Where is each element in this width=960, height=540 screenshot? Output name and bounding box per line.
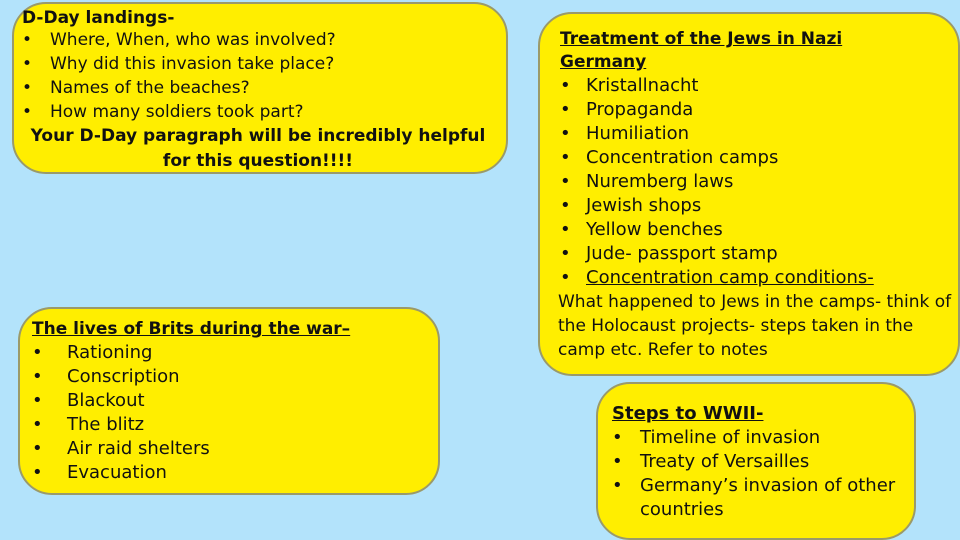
jews-heading: Treatment of the Jews in Nazi Germany xyxy=(560,29,843,72)
bullet-icon: • xyxy=(560,123,571,144)
bullet-icon: • xyxy=(32,390,43,411)
wwii-heading: Steps to WWII- xyxy=(612,403,764,424)
dday-heading: D-Day landings- xyxy=(22,8,175,28)
list-item: • Jude- passport stamp xyxy=(560,243,778,264)
list-item: • Yellow benches xyxy=(560,219,723,240)
list-item: • Names of the beaches? xyxy=(22,78,250,98)
bullet-icon: • xyxy=(612,475,623,496)
dday-list xyxy=(22,28,506,124)
list-item: • Where, When, who was involved? xyxy=(22,30,336,50)
jews-note: What happened to Jews in the camps- think of the Holocaust projects- steps taken in the camp etc. Refer to notes xyxy=(558,292,952,360)
bullet-icon: • xyxy=(22,54,33,74)
list-item: • How many soldiers took part? xyxy=(22,102,304,122)
dday-note: Your D-Day paragraph will be incredibly helpful for this question!!!! xyxy=(30,126,486,171)
bullet-icon: • xyxy=(560,147,571,168)
bullet-icon: • xyxy=(22,102,33,122)
list-item: • Air raid shelters xyxy=(32,438,210,459)
bullet-icon: • xyxy=(22,30,33,50)
bullet-icon: • xyxy=(612,427,623,448)
bullet-icon: • xyxy=(32,462,43,483)
bullet-icon: • xyxy=(32,366,43,387)
list-item: • Blackout xyxy=(32,390,145,411)
bullet-icon: • xyxy=(32,438,43,459)
list-item: • Propaganda xyxy=(560,99,694,120)
bullet-icon: • xyxy=(560,171,571,192)
list-item: • Rationing xyxy=(32,342,153,363)
list-item: • Timeline of invasion xyxy=(612,427,821,448)
wwii-list xyxy=(612,426,914,522)
list-item: • Jewish shops xyxy=(560,195,702,216)
bullet-icon: • xyxy=(32,342,43,363)
jews-list xyxy=(560,74,958,290)
list-item: • Concentration camp conditions- xyxy=(560,267,874,288)
bullet-icon: • xyxy=(560,195,571,216)
bullet-icon: • xyxy=(560,243,571,264)
bullet-icon: • xyxy=(612,451,623,472)
list-item: • The blitz xyxy=(32,414,145,435)
list-item: • Humiliation xyxy=(560,123,689,144)
bullet-icon: • xyxy=(22,78,33,98)
bullet-icon: • xyxy=(32,414,43,435)
brits-box xyxy=(18,307,440,495)
wwii-steps-box xyxy=(596,382,916,540)
list-item: • Treaty of Versailles xyxy=(612,451,810,472)
brits-heading: The lives of Brits during the war– xyxy=(32,319,351,339)
jews-treatment-box xyxy=(538,12,960,376)
list-item: • Nuremberg laws xyxy=(560,171,734,192)
list-item: • Conscription xyxy=(32,366,180,387)
bullet-icon: • xyxy=(560,99,571,120)
bullet-icon: • xyxy=(560,267,571,288)
list-item: • Concentration camps xyxy=(560,147,779,168)
bullet-icon: • xyxy=(560,219,571,240)
list-item: • Kristallnacht xyxy=(560,75,699,96)
list-item: • Why did this invasion take place? xyxy=(22,54,335,74)
dday-box xyxy=(12,2,508,174)
list-item: • Germany’s invasion of other countries xyxy=(612,475,896,520)
list-item: • Evacuation xyxy=(32,462,167,483)
brits-list xyxy=(32,341,438,485)
bullet-icon: • xyxy=(560,75,571,96)
